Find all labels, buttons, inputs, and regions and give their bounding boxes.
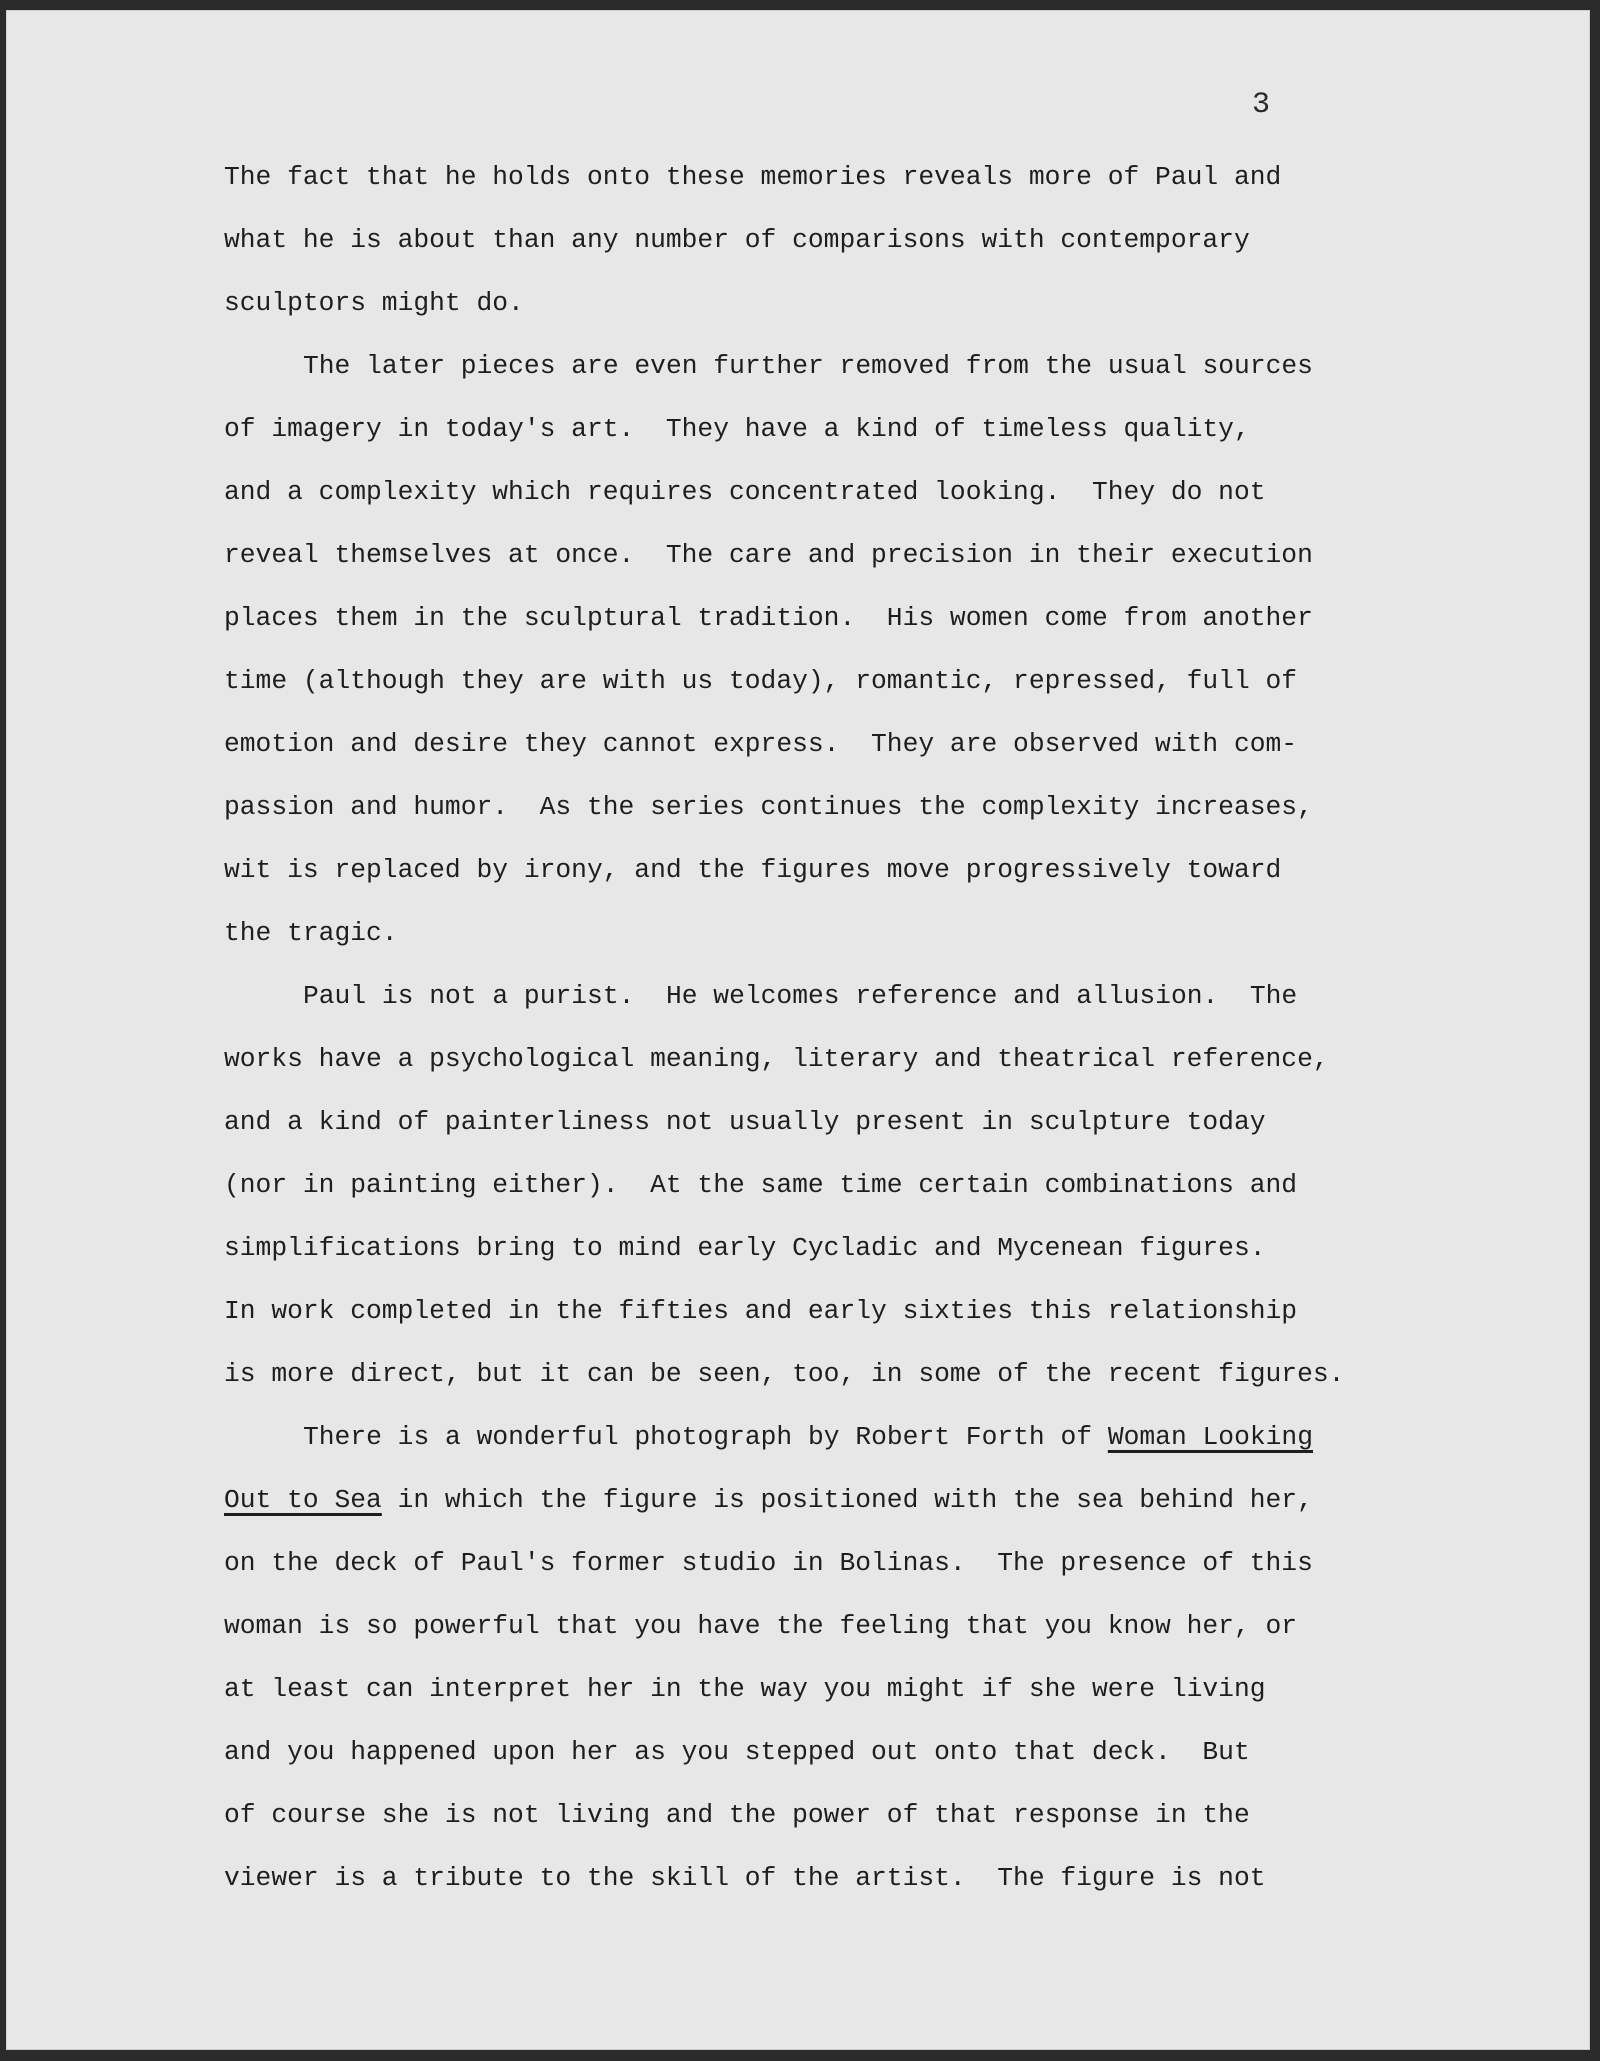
document-page — [6, 10, 1590, 2050]
text-line: and a complexity which requires concentrated looking. They do not — [224, 477, 1266, 507]
text-run: in which the figure is positioned with the sea behind her, — [381, 1485, 1313, 1515]
text-line: and you happened upon her as you stepped out onto that deck. But — [224, 1737, 1250, 1767]
text-line: places them in the sculptural tradition. His women come from another — [224, 603, 1313, 633]
text-line: sculptors might do. — [224, 288, 524, 318]
text-line: of imagery in today's art. They have a kind of timeless quality, — [224, 414, 1250, 444]
text-line: passion and humor. As the series continues the complexity increases, — [224, 792, 1313, 822]
underlined-title: Out to Sea — [224, 1485, 382, 1515]
text-line: viewer is a tribute to the skill of the artist. The figure is not — [224, 1863, 1266, 1893]
text-line — [224, 1469, 1364, 1532]
text-line: what he is about than any number of comparisons with contemporary — [224, 225, 1250, 255]
paragraph-start-line: Paul is not a purist. He welcomes reference and allusion. The — [303, 981, 1298, 1011]
text-line: In work completed in the fifties and early sixties this relationship — [224, 1296, 1298, 1326]
text-line: simplifications bring to mind early Cycladic and Mycenean figures. — [224, 1233, 1266, 1263]
text-line: reveal themselves at once. The care and precision in their execution — [224, 540, 1313, 570]
text-run: There is a wonderful photograph by Robert Forth of — [303, 1422, 1108, 1452]
paragraph-start-line — [224, 1406, 1364, 1469]
text-line: on the deck of Paul's former studio in Bolinas. The presence of this — [224, 1548, 1313, 1578]
text-line: wit is replaced by irony, and the figures move progressively toward — [224, 855, 1282, 885]
body-text — [224, 146, 1364, 1910]
text-line: and a kind of painterliness not usually present in sculpture today — [224, 1107, 1266, 1137]
underlined-title: Woman Looking — [1107, 1422, 1313, 1452]
paragraph-start-line: The later pieces are even further removed from the usual sources — [303, 351, 1313, 381]
text-line: works have a psychological meaning, literary and theatrical reference, — [224, 1044, 1329, 1074]
text-line: the tragic. — [224, 918, 398, 948]
text-line: is more direct, but it can be seen, too, in some of the recent figures. — [224, 1359, 1345, 1389]
page-number: 3 — [1252, 88, 1271, 122]
text-line: woman is so powerful that you have the feeling that you know her, or — [224, 1611, 1298, 1641]
text-line: at least can interpret her in the way you might if she were living — [224, 1674, 1266, 1704]
text-line: (nor in painting either). At the same time certain combinations and — [224, 1170, 1298, 1200]
text-line: The fact that he holds onto these memories reveals more of Paul and — [224, 162, 1282, 192]
text-line: of course she is not living and the power of that response in the — [224, 1800, 1250, 1830]
text-line: emotion and desire they cannot express. They are observed with com- — [224, 729, 1298, 759]
text-line: time (although they are with us today), romantic, repressed, full of — [224, 666, 1298, 696]
